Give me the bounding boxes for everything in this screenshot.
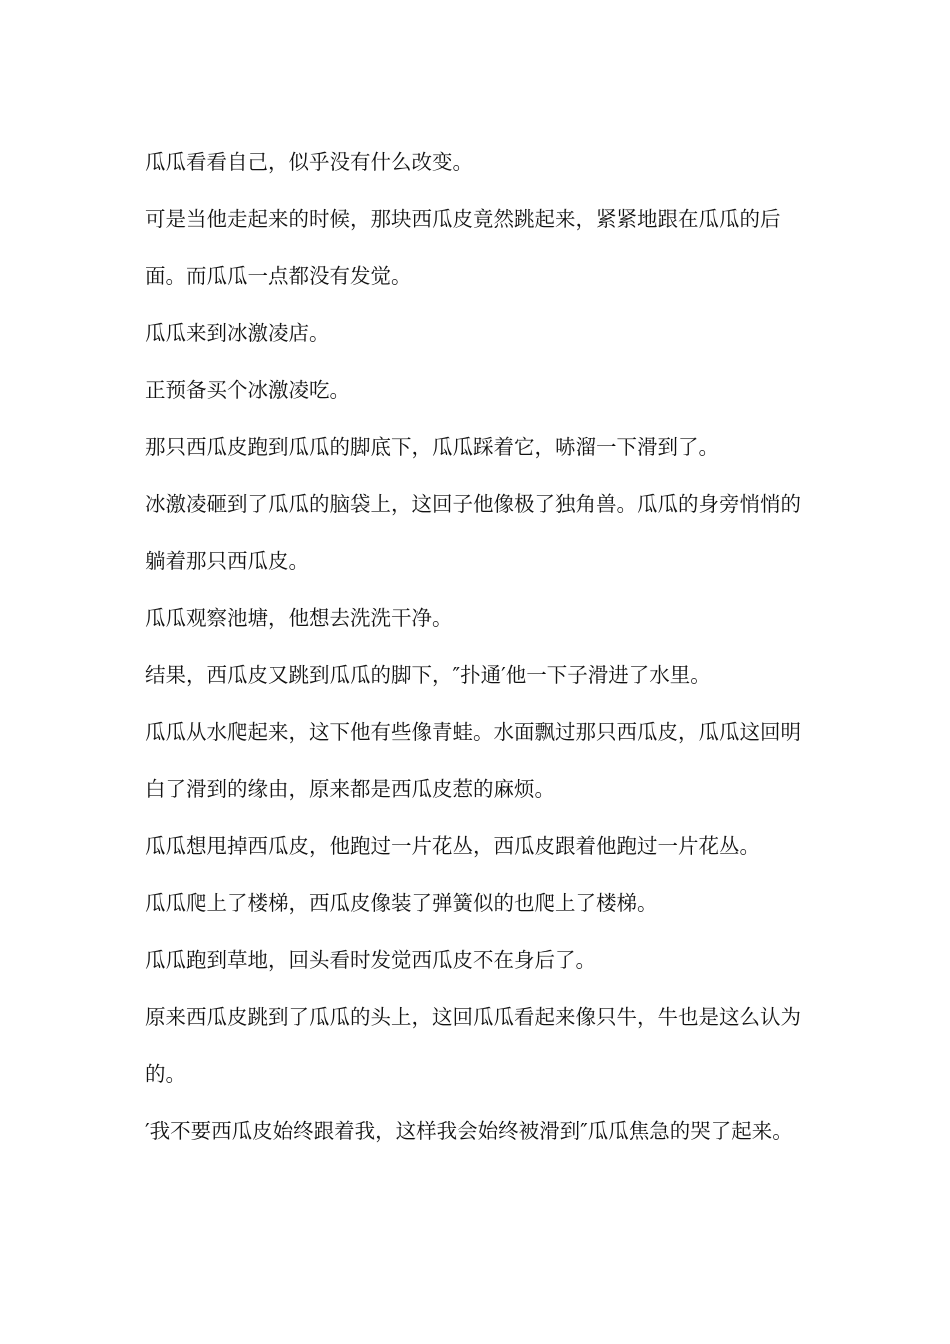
- paragraph: 瓜瓜跑到草地，回头看时发觉西瓜皮不在身后了。: [145, 948, 596, 972]
- document-body: [145, 134, 810, 1160]
- paragraph: 冰激凌砸到了瓜瓜的脑袋上，这回子他像极了独角兽。瓜瓜的身旁悄悄的躺着那只西瓜皮。: [145, 492, 801, 573]
- paragraph: 瓜瓜看看自己，似乎没有什么改变。: [145, 150, 473, 174]
- paragraph: 瓜瓜来到冰激凌店。: [145, 321, 330, 345]
- paragraph: 原来西瓜皮跳到了瓜瓜的头上，这回瓜瓜看起来像只牛，牛也是这么认为的。: [145, 1005, 801, 1086]
- paragraph: 可是当他走起来的时候，那块西瓜皮竟然跳起来，紧紧地跟在瓜瓜的后面。而瓜瓜一点都没有发觉。: [145, 207, 781, 288]
- paragraph: 那只西瓜皮跑到瓜瓜的脚底下，瓜瓜踩着它，哧溜一下滑到了。: [145, 435, 719, 459]
- paragraph: 结果，西瓜皮又跳到瓜瓜的脚下，″扑通′他一下子滑进了水里。: [145, 663, 711, 687]
- paragraph: 瓜瓜观察池塘，他想去洗洗干净。: [145, 606, 453, 630]
- paragraph: ′我不要西瓜皮始终跟着我，这样我会始终被滑到″瓜瓜焦急的哭了起来。: [145, 1119, 793, 1143]
- paragraph: 瓜瓜爬上了楼梯，西瓜皮像装了弹簧似的也爬上了楼梯。: [145, 891, 658, 915]
- paragraph: 瓜瓜想甩掉西瓜皮，他跑过一片花丛，西瓜皮跟着他跑过一片花丛。: [145, 834, 760, 858]
- paragraph: 瓜瓜从水爬起来，这下他有些像青蛙。水面飘过那只西瓜皮，瓜瓜这回明白了滑到的缘由，原来都是西瓜皮惹的麻烦。: [145, 720, 801, 801]
- paragraph: 正预备买个冰激凌吃。: [145, 378, 350, 402]
